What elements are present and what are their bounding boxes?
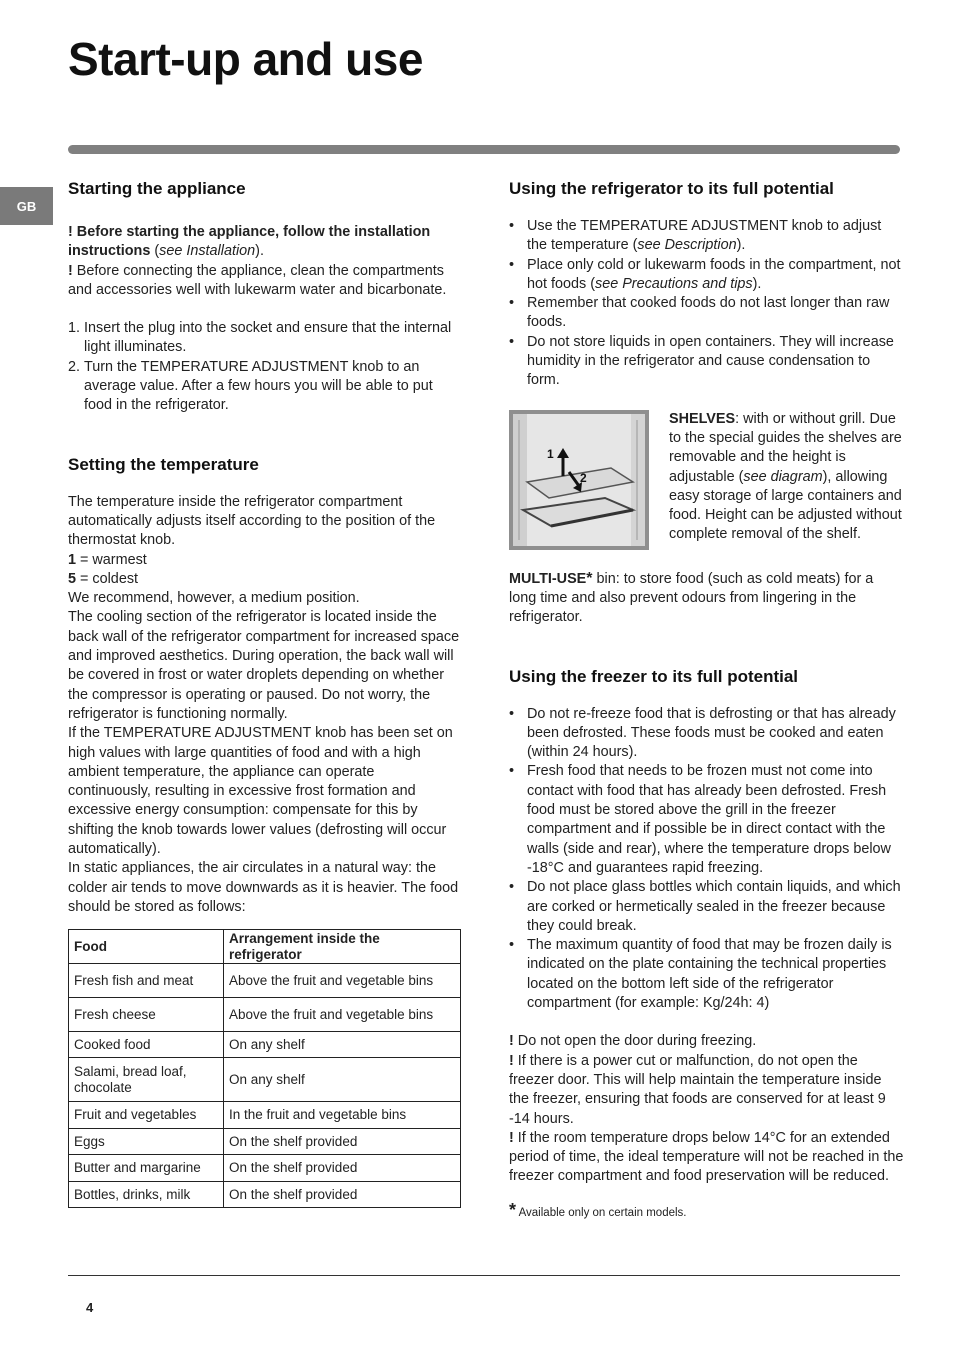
table-row: [69, 1058, 461, 1102]
table-row: [69, 1102, 461, 1129]
table-cell: In the fruit and vegetable bins: [224, 1102, 461, 1129]
list-item: 2. Turn the TEMPERATURE ADJUSTMENT knob to an average value. After a few hours you will be able to put food in the refrigerator.: [68, 358, 433, 414]
table-row: [69, 964, 461, 998]
right-column: [509, 178, 904, 1223]
table-row: [69, 1032, 461, 1058]
table-cell: Fresh cheese: [69, 998, 224, 1032]
freezer-warning-1: ! Do not open the door during freezing.: [509, 1033, 757, 1050]
table-cell: Cooked food: [69, 1032, 224, 1058]
table-row: [69, 1155, 461, 1182]
temperature-heading: Setting the temperature: [68, 454, 259, 474]
setting-warmest: 1 = warmest: [68, 551, 147, 568]
list-item: • Use the TEMPERATURE ADJUSTMENT knob to adjust the temperature (see Description).: [509, 218, 882, 254]
shelves-block: [509, 410, 904, 550]
freezer-heading: Using the freezer to its full potential: [509, 666, 799, 686]
list-item: • Fresh food that needs to be frozen must not come into contact with food that has already been defrosted. Fresh food must be stored above the grill in the freezer compartment and if possible be in direct contact with the walls (side and rear), where the temperature drops below -18°C and guarantees rapid freezing.: [509, 763, 891, 876]
temperature-intro: The temperature inside the refrigerator compartment automatically adjusts itself according to the position of the thermostat knob.: [68, 493, 436, 549]
starting-heading: Starting the appliance: [68, 179, 246, 198]
table-row: [69, 1129, 461, 1155]
list-item: • Do not re-freeze food that is defrosting or that has already been defrosted. These foods must be cooked and eaten (within 24 hours).: [509, 705, 896, 761]
left-column: [68, 178, 460, 1208]
multiuse-text: MULTI-USE* bin: to store food (such as cold meats) for a long time and also prevent odours from lingering in the refrigerator.: [509, 569, 874, 626]
shelf-diagram: [509, 410, 649, 550]
table-cell: On any shelf: [224, 1032, 461, 1058]
footer-divider: [68, 1275, 900, 1276]
temperature-p4: In static appliances, the air circulates in a natural way: the colder air tends to move downwards as it is heavier. The food should be stored as follows:: [68, 860, 459, 915]
table-cell: On any shelf: [224, 1058, 461, 1102]
table-header-cell: Arrangement inside the refrigerator: [224, 930, 461, 964]
table-row: [69, 998, 461, 1032]
list-item: • Place only cold or lukewarm foods in the compartment, not hot foods (see Precautions and tips).: [509, 256, 901, 292]
fridge-tips: [509, 217, 904, 391]
table-cell: Butter and margarine: [69, 1155, 224, 1182]
table-header-cell: Food: [69, 930, 224, 964]
diagram-label-2: 2: [580, 470, 587, 485]
footnote: * Available only on certain models.: [509, 1199, 687, 1220]
fridge-heading: Using the refrigerator to its full potential: [509, 179, 834, 198]
table-cell: On the shelf provided: [224, 1182, 461, 1208]
table-cell: Fruit and vegetables: [69, 1102, 224, 1129]
setting-coldest: 5 = coldest: [68, 570, 139, 587]
language-tab: GB: [0, 187, 53, 225]
table-cell: Bottles, drinks, milk: [69, 1182, 224, 1208]
table-header-row: [69, 930, 461, 964]
temperature-p1: We recommend, however, a medium position.: [68, 590, 360, 607]
table-cell: Eggs: [69, 1129, 224, 1155]
list-item: • Do not store liquids in open containers. They will increase humidity in the refrigerator and cause condensation to form.: [509, 333, 894, 389]
table-cell: Fresh fish and meat: [69, 964, 224, 998]
temperature-p2: The cooling section of the refrigerator is located inside the back wall of the refrigerator compartment for increased space and improved aesthetics. During operation, the back wall will be covered in frost or water droplets depending on whether the compressor is operating or paused. Do not worry, the refrigerator is functioning normally.: [68, 609, 460, 722]
list-item: 1. Insert the plug into the socket and ensure that the internal light illuminates.: [68, 320, 452, 356]
list-item: • Remember that cooked foods do not last longer than raw foods.: [509, 295, 890, 331]
list-item: • The maximum quantity of food that may be frozen daily is indicated on the plate containing the technical properties located on the bottom left side of the refrigerator compartment (for example: Kg/24h: 4): [509, 937, 892, 1012]
page-title: Start-up and use: [68, 33, 423, 85]
table-row: [69, 1182, 461, 1208]
table-cell: On the shelf provided: [224, 1129, 461, 1155]
list-item: • Do not place glass bottles which contain liquids, and which are corked or hermetically sealed in the freezer because they could break.: [509, 879, 901, 934]
table-cell: Salami, bread loaf, chocolate: [69, 1058, 224, 1102]
table-cell: On the shelf provided: [224, 1155, 461, 1182]
page-number: 4: [86, 1300, 94, 1315]
warning-installation: ! Before starting the appliance, follow the installation instructions (see Installation).: [68, 224, 431, 260]
header-divider: [68, 145, 900, 154]
temperature-p3: If the TEMPERATURE ADJUSTMENT knob has been set on high values with large quantities of food and with a high ambient temperature, the appliance can operate continuously, resulting in excessive frost formation and excessive energy consumption: compensate for this by shifting the knob towards lower values (defrosting will occur automatically).: [68, 725, 453, 858]
warning-clean: ! Before connecting the appliance, clean the compartments and accessories well with lukewarm water and bicarbonate.: [68, 262, 447, 298]
diagram-label-1: 1: [547, 446, 554, 461]
start-steps: [68, 319, 460, 415]
table-cell: Above the fruit and vegetable bins: [224, 998, 461, 1032]
shelves-text: SHELVES: with or without grill. Due to the special guides the shelves are removable and the height is adjustable (see diagram), allowing easy storage of large containers and food. Height can be adjusted without complete removal of the shelf.: [669, 410, 902, 543]
table-cell: Above the fruit and vegetable bins: [224, 964, 461, 998]
freezer-warning-3: ! If the room temperature drops below 14°C for an extended period of time, the ideal temperature will not be reached in the freezer compartment and food preservation will be reduced.: [509, 1129, 904, 1185]
food-storage-table: [68, 929, 461, 1208]
freezer-warning-2: ! If there is a power cut or malfunction, do not open the freezer door. This will help maintain the temperature inside the freezer, ensuring that foods are conserved for at least 9 -14 hours.: [509, 1052, 886, 1127]
freezer-tips: [509, 705, 904, 1014]
